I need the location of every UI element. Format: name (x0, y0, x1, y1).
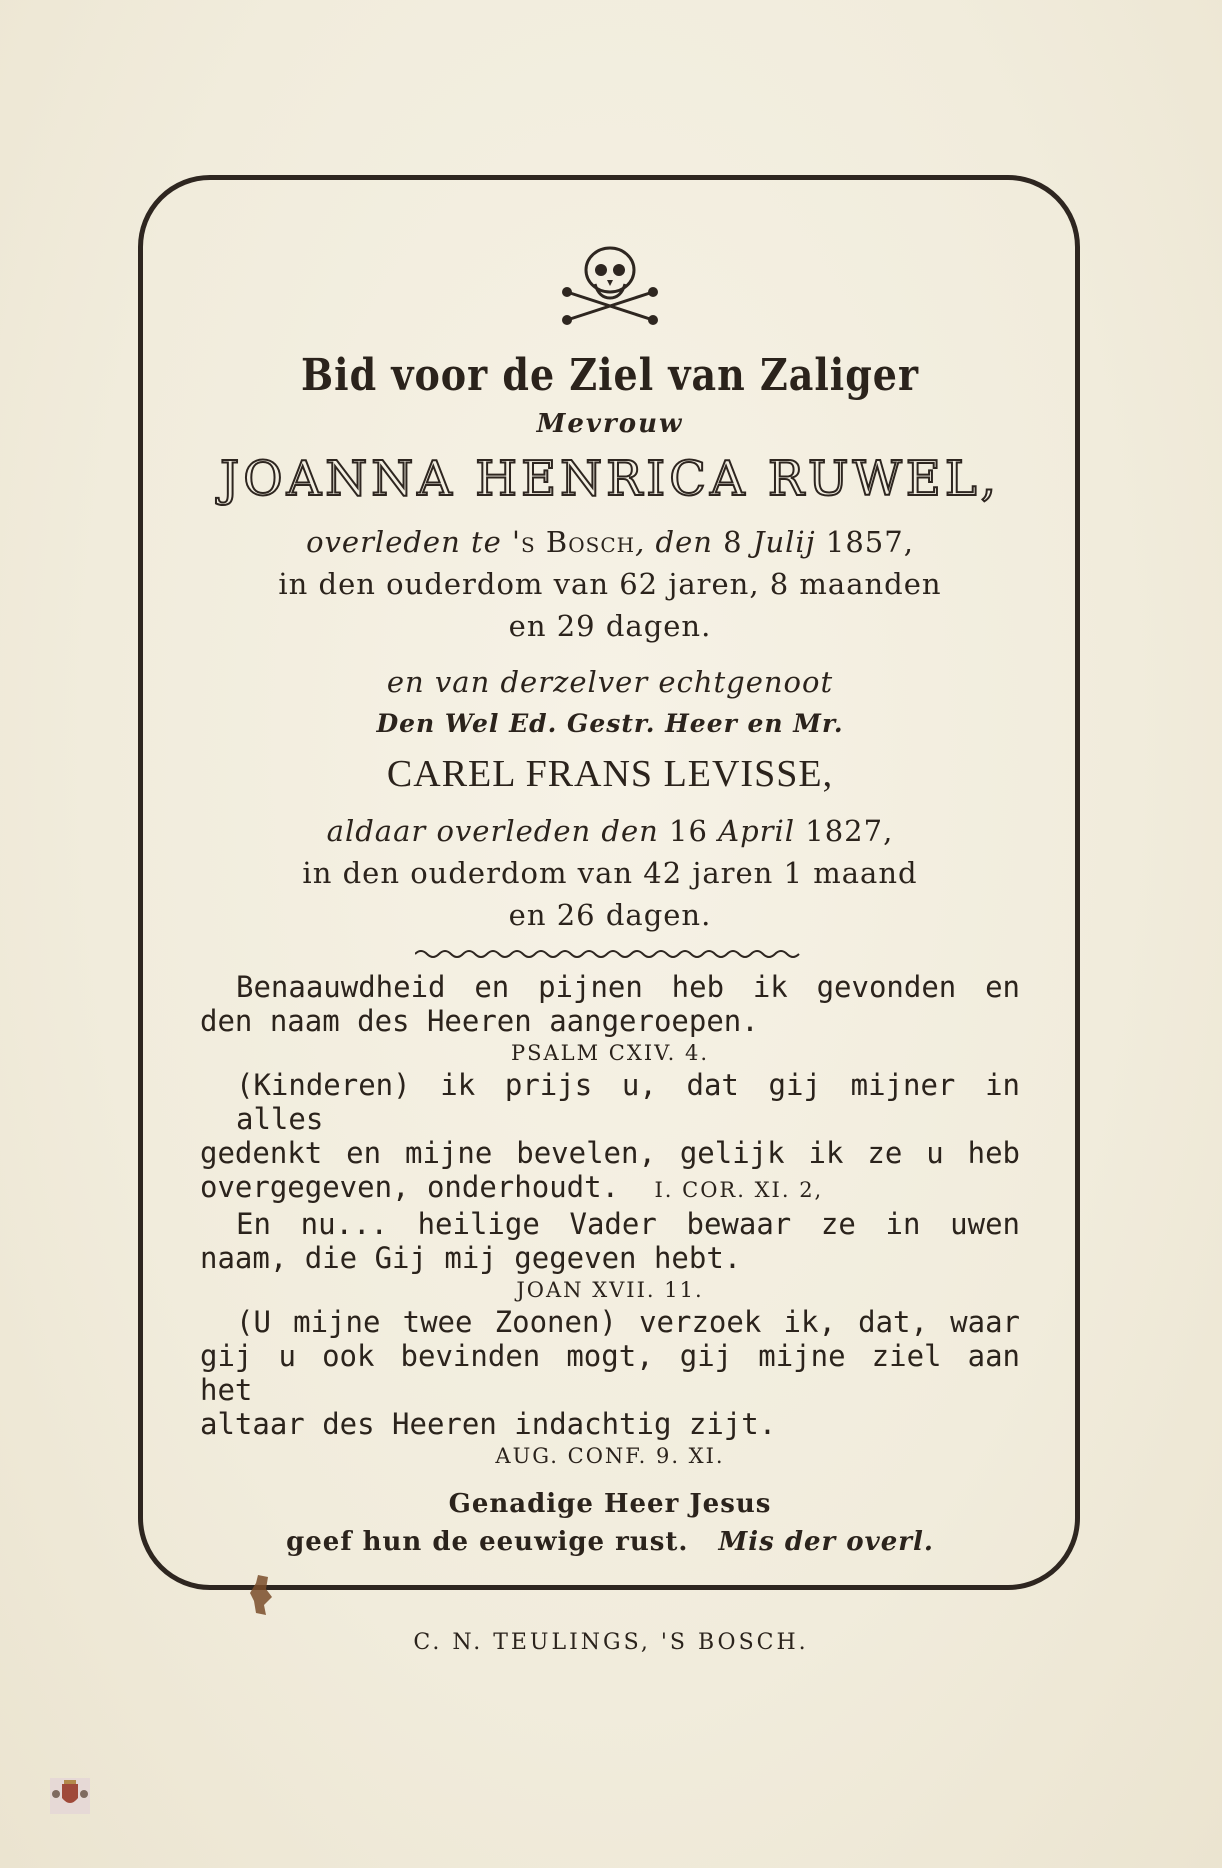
verse4-line3: altaar des Heeren indachtig zijt. (200, 1407, 777, 1441)
verse1-line1: Benaauwdheid en pijnen heb ik gevonden en (236, 970, 1020, 1004)
death1-year: 1857, (825, 525, 914, 559)
death1-day: 8 (723, 525, 743, 559)
death-line-2 (150, 810, 1070, 852)
verse3-line2: naam, die Gij mij gegeven hebt. (200, 1241, 742, 1275)
verse2-line3 (200, 1170, 1020, 1207)
printer-imprint: C. N. TEULINGS, 'S BOSCH. (413, 1630, 809, 1655)
verse2-line3-text: overgegeven, onderhoudt. (200, 1170, 620, 1204)
closing-mis: Mis der overl. (718, 1527, 934, 1557)
verse2-ref: I. COR. XI. 2, (654, 1178, 824, 1202)
wavy-divider (415, 948, 805, 960)
age-line-2b: en 26 dagen. (508, 898, 712, 932)
age-line-1b: en 29 dagen. (508, 609, 712, 643)
card-content (150, 240, 1070, 1561)
verse4-line2: gij u ook bevinden mogt, gij mijne ziel aan het (200, 1339, 1020, 1407)
deceased-name-1: JOANNA HENRICA RUWEL, (220, 451, 1000, 507)
death1-month: Julij (752, 525, 816, 559)
skull-crossbones-icon (555, 240, 665, 330)
death2-day: 16 (669, 814, 708, 848)
closing-rest: geef hun de eeuwige rust. (286, 1527, 689, 1557)
ink-stain (250, 1575, 274, 1615)
death2-month: April (718, 814, 796, 848)
age-line-2a: in den ouderdom van 42 jaren 1 maand (302, 856, 918, 890)
death1-prefix: overleden te (306, 525, 502, 559)
death2-year: 1827, (805, 814, 894, 848)
title-mevrouw: Mevrouw (536, 409, 684, 439)
closing-line-2 (150, 1523, 1070, 1561)
verse4-ref: AUG. CONF. 9. XI. (495, 1444, 725, 1468)
verse3-line1: En nu... heilige Vader bewaar ze in uwen (236, 1207, 1020, 1241)
verse3-ref: JOAN XVII. 11. (516, 1278, 704, 1302)
coat-of-arms-stamp-icon (48, 1776, 92, 1816)
verse2-line2: gedenkt en mijne bevelen, gelijk ik ze u heb (200, 1136, 1020, 1170)
verse2-line1: (Kinderen) ik prijs u, dat gij mijner in alles (236, 1068, 1020, 1136)
spouse-intro: en van derzelver echtgenoot (386, 665, 834, 699)
death2-prefix: aldaar overleden den (326, 814, 659, 848)
age-line-1a: in den ouderdom van 62 jaren, 8 maanden (278, 567, 942, 601)
verse1-line2: den naam des Heeren aangeroepen. (200, 1004, 759, 1038)
spouse-title: Den Wel Ed. Gestr. Heer en Mr. (376, 709, 844, 738)
death1-den: , den (635, 525, 713, 559)
deceased-name-2: CAREL FRANS LEVISSE, (386, 753, 834, 795)
prayer-heading: Bid voor de Ziel van Zaliger (301, 348, 919, 401)
closing-line-1: Genadige Heer Jesus (448, 1489, 772, 1519)
death-line-1 (150, 521, 1070, 563)
verse1-ref: PSALM CXIV. 4. (511, 1041, 709, 1065)
verse4-line1: (U mijne twee Zoonen) verzoek ik, dat, waar (236, 1305, 1020, 1339)
verse-block (150, 970, 1070, 1471)
death1-place: 's Bosch (512, 525, 636, 559)
